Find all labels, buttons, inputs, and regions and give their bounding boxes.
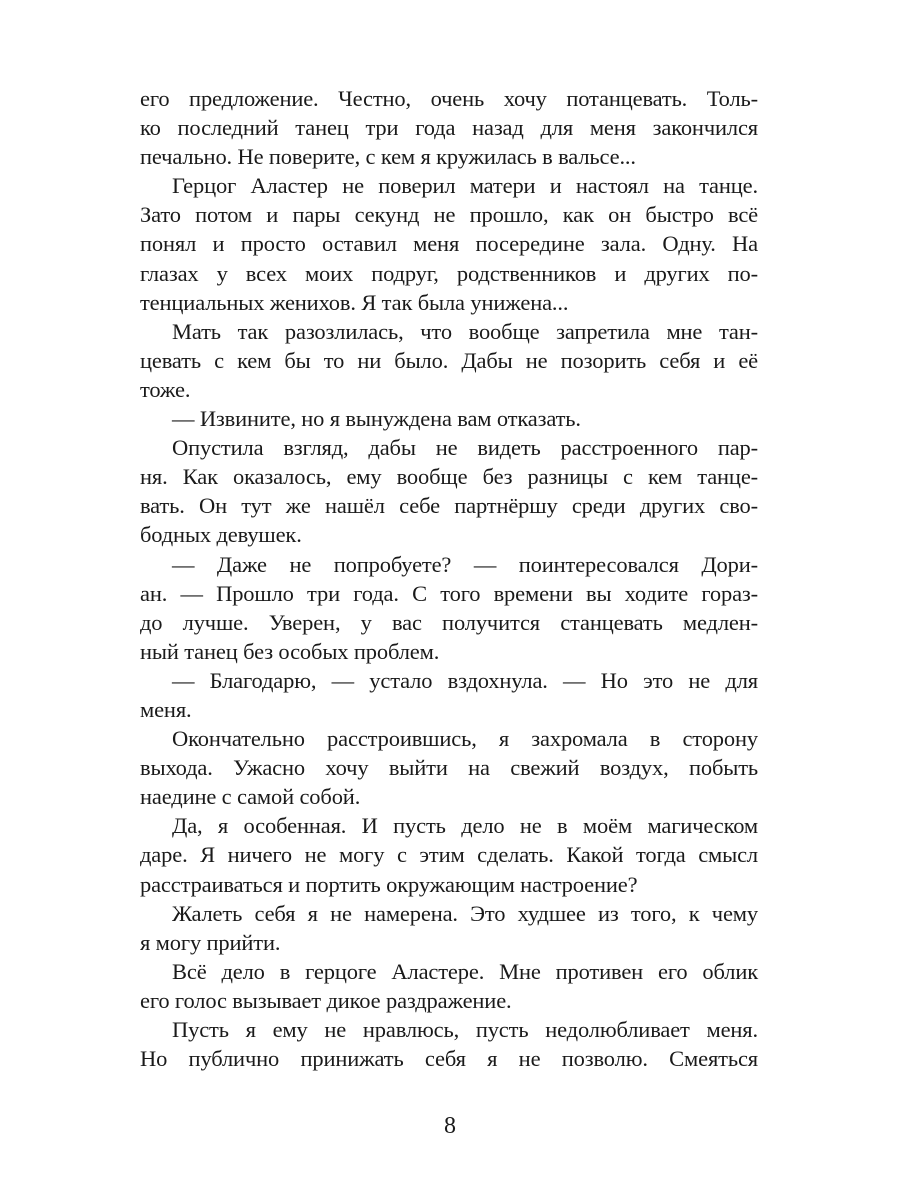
text-line: ан. — Прошло три года. С того времени вы ходите гораз- — [140, 580, 758, 606]
text-line: цевать с кем бы то ни было. Дабы не позорить себя и её — [140, 347, 758, 373]
text-line: наедине с самой собой. — [140, 784, 361, 810]
text-line: Мать так разозлилась, что вообще запретила мне тан- — [172, 318, 758, 344]
text-line: понял и просто оставил меня посередине зала. Одну. На — [140, 231, 758, 257]
paragraph — [140, 899, 758, 957]
text-line: — Благодарю, — устало вздохнула. — Но это не для — [172, 667, 758, 693]
text-line: Пусть я ему не нравлюсь, пусть недолюбливает меня. — [172, 1017, 758, 1042]
paragraph — [140, 433, 758, 549]
text-line: Опустила взгляд, дабы не видеть расстроенного пар- — [172, 435, 758, 461]
paragraph — [140, 724, 758, 811]
page-number: 8 — [444, 1113, 456, 1139]
text-line: его предложение. Честно, очень хочу потанцевать. Толь- — [140, 86, 758, 111]
text-line: бодных девушек. — [140, 522, 302, 548]
paragraph — [140, 84, 758, 171]
text-line: расстраиваться и портить окружающим настроение? — [140, 871, 638, 897]
text-line: его голос вызывает дикое раздражение. — [140, 987, 512, 1013]
text-line: Герцог Аластер не поверил матери и настоял на танце. — [172, 173, 758, 199]
text-line: Окончательно расстроившись, я захромала в сторону — [172, 726, 758, 752]
text-line: печально. Не поверите, с кем я кружилась в вальсе... — [140, 144, 636, 170]
page-body-text — [140, 84, 758, 1073]
text-line: Да, я особенная. И пусть дело не в моём магическом — [172, 813, 758, 839]
text-line: Но публично принижать себя я не позволю. Смеяться — [140, 1046, 758, 1072]
paragraph — [140, 811, 758, 898]
text-line: вать. Он тут же нашёл себе партнёршу среди других сво- — [140, 493, 758, 519]
paragraph — [140, 957, 758, 1015]
text-line: Зато потом и пары секунд не прошло, как он быстро всё — [140, 202, 758, 228]
text-line: ня. Как оказалось, ему вообще без разницы с кем танце- — [140, 464, 758, 490]
text-line: — Даже не попробуете? — поинтересовался Дори- — [172, 551, 758, 577]
text-line: тенциальных женихов. Я так была унижена... — [140, 289, 569, 315]
paragraph — [140, 404, 758, 433]
text-line: Всё дело в герцоге Аластере. Мне противен его облик — [172, 958, 758, 984]
text-line: ный танец без особых проблем. — [140, 638, 440, 664]
paragraph — [140, 666, 758, 724]
text-line: — Извините, но я вынуждена вам отказать. — [172, 406, 581, 432]
text-line: глазах у всех моих подруг, родственников и других по- — [140, 260, 758, 286]
text-line: меня. — [140, 696, 192, 722]
paragraph — [140, 171, 758, 316]
paragraph — [140, 1015, 758, 1073]
text-line: тоже. — [140, 376, 191, 402]
text-line: я могу прийти. — [140, 929, 281, 955]
text-line: до лучше. Уверен, у вас получится станцевать медлен- — [140, 609, 758, 635]
text-line: Жалеть себя я не намерена. Это худшее из того, к чему — [172, 900, 758, 926]
paragraph — [140, 317, 758, 404]
paragraph — [140, 550, 758, 666]
text-line: даре. Я ничего не могу с этим сделать. Какой тогда смысл — [140, 842, 758, 868]
text-line: выхода. Ужасно хочу выйти на свежий воздух, побыть — [140, 755, 758, 781]
text-line: ко последний танец три года назад для меня закончился — [140, 115, 758, 141]
